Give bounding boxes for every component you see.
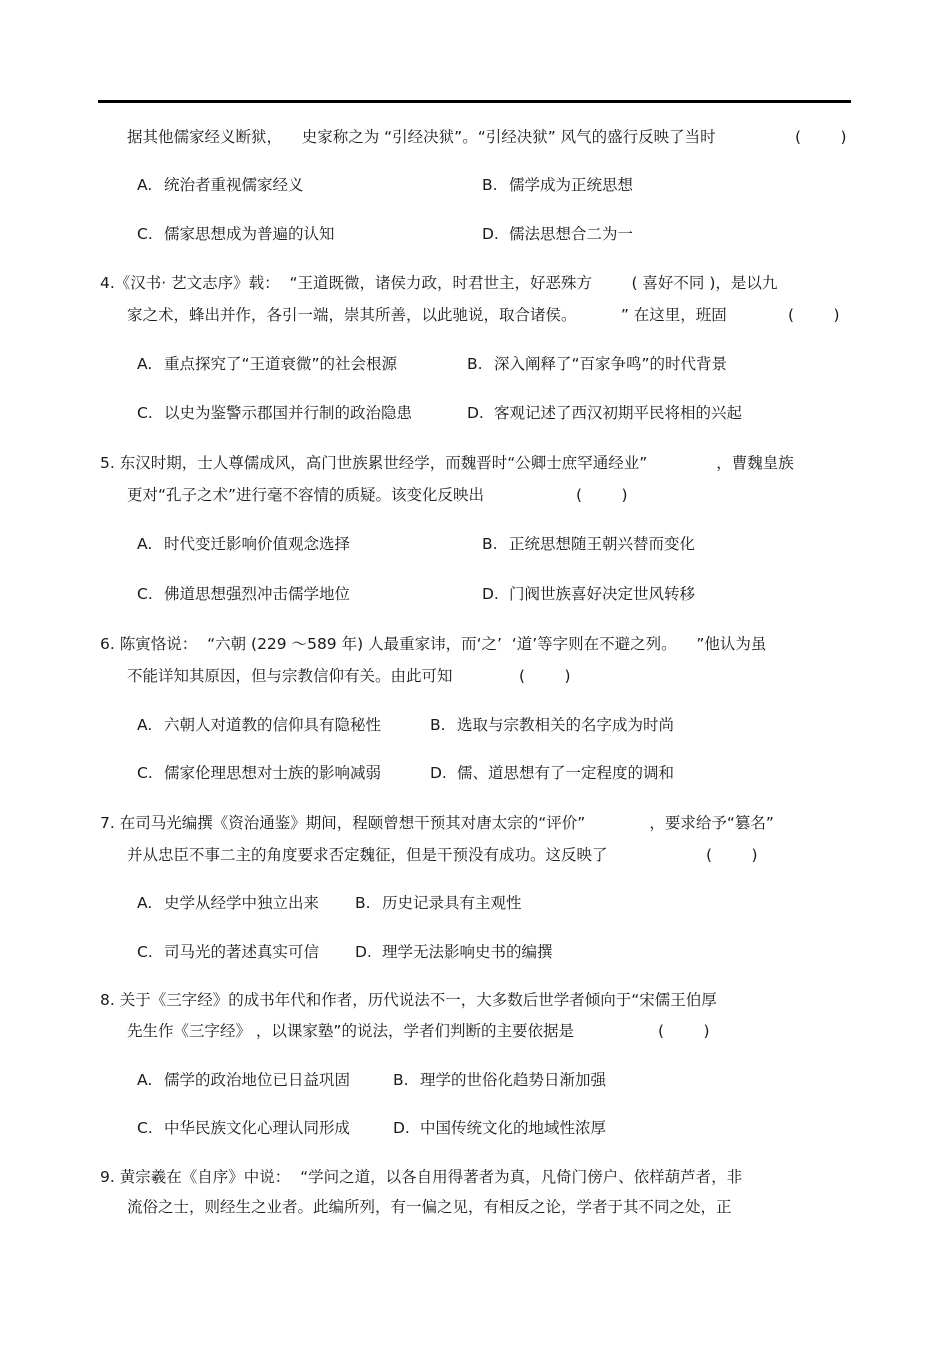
q3-option-b[interactable]	[482, 175, 633, 195]
option-letter: A.	[137, 176, 153, 194]
option-letter: C.	[137, 943, 153, 961]
q5-stem-line1: 5. 东汉时期，士人尊儒成风，高门世族累世经学，而魏晋时“公卿士庶罕通经业” ，曹魏皇族	[100, 454, 794, 472]
option-letter: D.	[482, 225, 499, 243]
option-letter: D.	[430, 764, 447, 782]
option-letter: B.	[482, 176, 498, 194]
option-text: 统治者重视儒家经义	[164, 176, 304, 194]
q6-option-c[interactable]	[137, 763, 381, 783]
q7-option-b[interactable]	[355, 893, 522, 913]
option-letter: C.	[137, 404, 153, 422]
q7-option-d[interactable]	[355, 942, 553, 962]
q5-option-b[interactable]	[482, 534, 695, 554]
q4-option-d[interactable]	[467, 403, 742, 423]
q6-stem-line1: 6. 陈寅恪说： “六朝 (229 ～589 年) 人最重家讳，而‘之’ ‘道’等字则在不避之列。 ”他认为虽	[100, 635, 767, 653]
q7-stem-line2: 并从忠臣不事二主的角度要求否定魏征，但是干预没有成功。这反映了	[127, 846, 608, 864]
q3-option-d[interactable]	[482, 224, 633, 244]
q9-stem-line2: 流俗之士，则经生之业者。此编所列，有一偏之见，有相反之论，学者于其不同之处，正	[127, 1198, 732, 1216]
q9-stem-line1: 9. 黄宗羲在《自序》中说： “学问之道，以各自用得著者为真，凡倚门傍户、依样葫芦者，非	[100, 1168, 743, 1186]
option-letter: B.	[482, 535, 498, 553]
q7-answer-paren: ( )	[706, 846, 758, 864]
option-letter: A.	[137, 1071, 153, 1089]
option-text: 以史为鉴警示郡国并行制的政治隐患	[164, 404, 413, 422]
q4-option-b[interactable]	[467, 354, 727, 374]
option-letter: C.	[137, 1119, 153, 1137]
option-text: 儒家伦理思想对士族的影响减弱	[164, 764, 382, 782]
option-text: 儒法思想合二为一	[509, 225, 634, 243]
option-text: 深入阐释了“百家争鸣”的时代背景	[494, 355, 728, 373]
q8-option-b[interactable]	[393, 1070, 606, 1090]
option-letter: C.	[137, 585, 153, 603]
option-letter: A.	[137, 535, 153, 553]
q5-answer-paren: ( )	[576, 486, 628, 504]
option-text: 理学的世俗化趋势日渐加强	[420, 1071, 607, 1089]
option-text: 重点探究了“王道衰微”的社会根源	[164, 355, 398, 373]
q4-stem-line2: 家之术，蜂出并作，各引一端，崇其所善，以此驰说，取合诸侯。 ” 在这里，班固	[127, 306, 727, 324]
option-text: 佛道思想强烈冲击儒学地位	[164, 585, 351, 603]
option-letter: D.	[393, 1119, 410, 1137]
option-text: 儒学成为正统思想	[509, 176, 634, 194]
q7-option-c[interactable]	[137, 942, 319, 962]
q6-option-b[interactable]	[430, 715, 674, 735]
q6-answer-paren: ( )	[519, 667, 571, 685]
option-text: 历史记录具有主观性	[382, 894, 522, 912]
q4-answer-paren: ( )	[788, 306, 840, 324]
option-text: 儒家思想成为普遍的认知	[164, 225, 335, 243]
q3-stem-continued: 据其他儒家经义断狱， 史家称之为 “引经决狱”。“引经决狱” 风气的盛行反映了当时	[127, 128, 716, 146]
option-text: 六朝人对道教的信仰具有隐秘性	[164, 716, 382, 734]
option-letter: B.	[430, 716, 446, 734]
option-letter: A.	[137, 894, 153, 912]
q7-stem-line1: 7. 在司马光编撰《资治通鉴》期间，程颐曾想干预其对唐太宗的“评价” ，要求给予“篡名”	[100, 814, 774, 832]
option-text: 正统思想随王朝兴替而变化	[509, 535, 696, 553]
header-rule	[98, 100, 851, 103]
q6-option-a[interactable]	[137, 715, 381, 735]
option-text: 门阀世族喜好决定世风转移	[509, 585, 696, 603]
q8-answer-paren: ( )	[658, 1022, 710, 1040]
q4-option-c[interactable]	[137, 403, 412, 423]
q6-stem-line2: 不能详知其原因，但与宗教信仰有关。由此可知	[127, 667, 453, 685]
q8-option-d[interactable]	[393, 1118, 606, 1138]
q7-option-a[interactable]	[137, 893, 319, 913]
option-text: 客观记述了西汉初期平民将相的兴起	[494, 404, 743, 422]
option-text: 中华民族文化心理认同形成	[164, 1119, 351, 1137]
q3-option-a[interactable]	[137, 175, 304, 195]
q3-option-c[interactable]	[137, 224, 335, 244]
q4-stem-line1: 4.《汉书· 艺文志序》载： “王道既微，诸侯力政，时君世主，好恶殊方 ( 喜好不同 )，是以九	[100, 274, 778, 292]
option-text: 儒、道思想有了一定程度的调和	[457, 764, 675, 782]
option-text: 选取与宗教相关的名字成为时尚	[457, 716, 675, 734]
q8-stem-line2: 先生作《三字经》 ，以课家塾”的说法，学者们判断的主要依据是	[127, 1022, 574, 1040]
option-letter: A.	[137, 716, 153, 734]
q3-answer-paren: ( )	[795, 128, 847, 146]
q5-stem-line2: 更对“孔子之术”进行毫不容情的质疑。该变化反映出	[127, 486, 485, 504]
q5-option-d[interactable]	[482, 584, 695, 604]
option-text: 史学从经学中独立出来	[164, 894, 320, 912]
option-text: 中国传统文化的地域性浓厚	[420, 1119, 607, 1137]
option-letter: C.	[137, 225, 153, 243]
option-text: 理学无法影响史书的编撰	[382, 943, 553, 961]
q8-option-c[interactable]	[137, 1118, 350, 1138]
option-letter: B.	[467, 355, 483, 373]
option-text: 时代变迁影响价值观念选择	[164, 535, 351, 553]
option-letter: A.	[137, 355, 153, 373]
option-letter: D.	[482, 585, 499, 603]
option-letter: D.	[467, 404, 484, 422]
q8-stem-line1: 8. 关于《三字经》的成书年代和作者，历代说法不一，大多数后世学者倾向于“宋儒王伯厚	[100, 991, 717, 1009]
q4-option-a[interactable]	[137, 354, 397, 374]
q5-option-a[interactable]	[137, 534, 350, 554]
option-text: 司马光的著述真实可信	[164, 943, 320, 961]
option-letter: B.	[355, 894, 371, 912]
q8-option-a[interactable]	[137, 1070, 350, 1090]
q6-option-d[interactable]	[430, 763, 674, 783]
option-text: 儒学的政治地位已日益巩固	[164, 1071, 351, 1089]
option-letter: B.	[393, 1071, 409, 1089]
q5-option-c[interactable]	[137, 584, 350, 604]
option-letter: C.	[137, 764, 153, 782]
option-letter: D.	[355, 943, 372, 961]
